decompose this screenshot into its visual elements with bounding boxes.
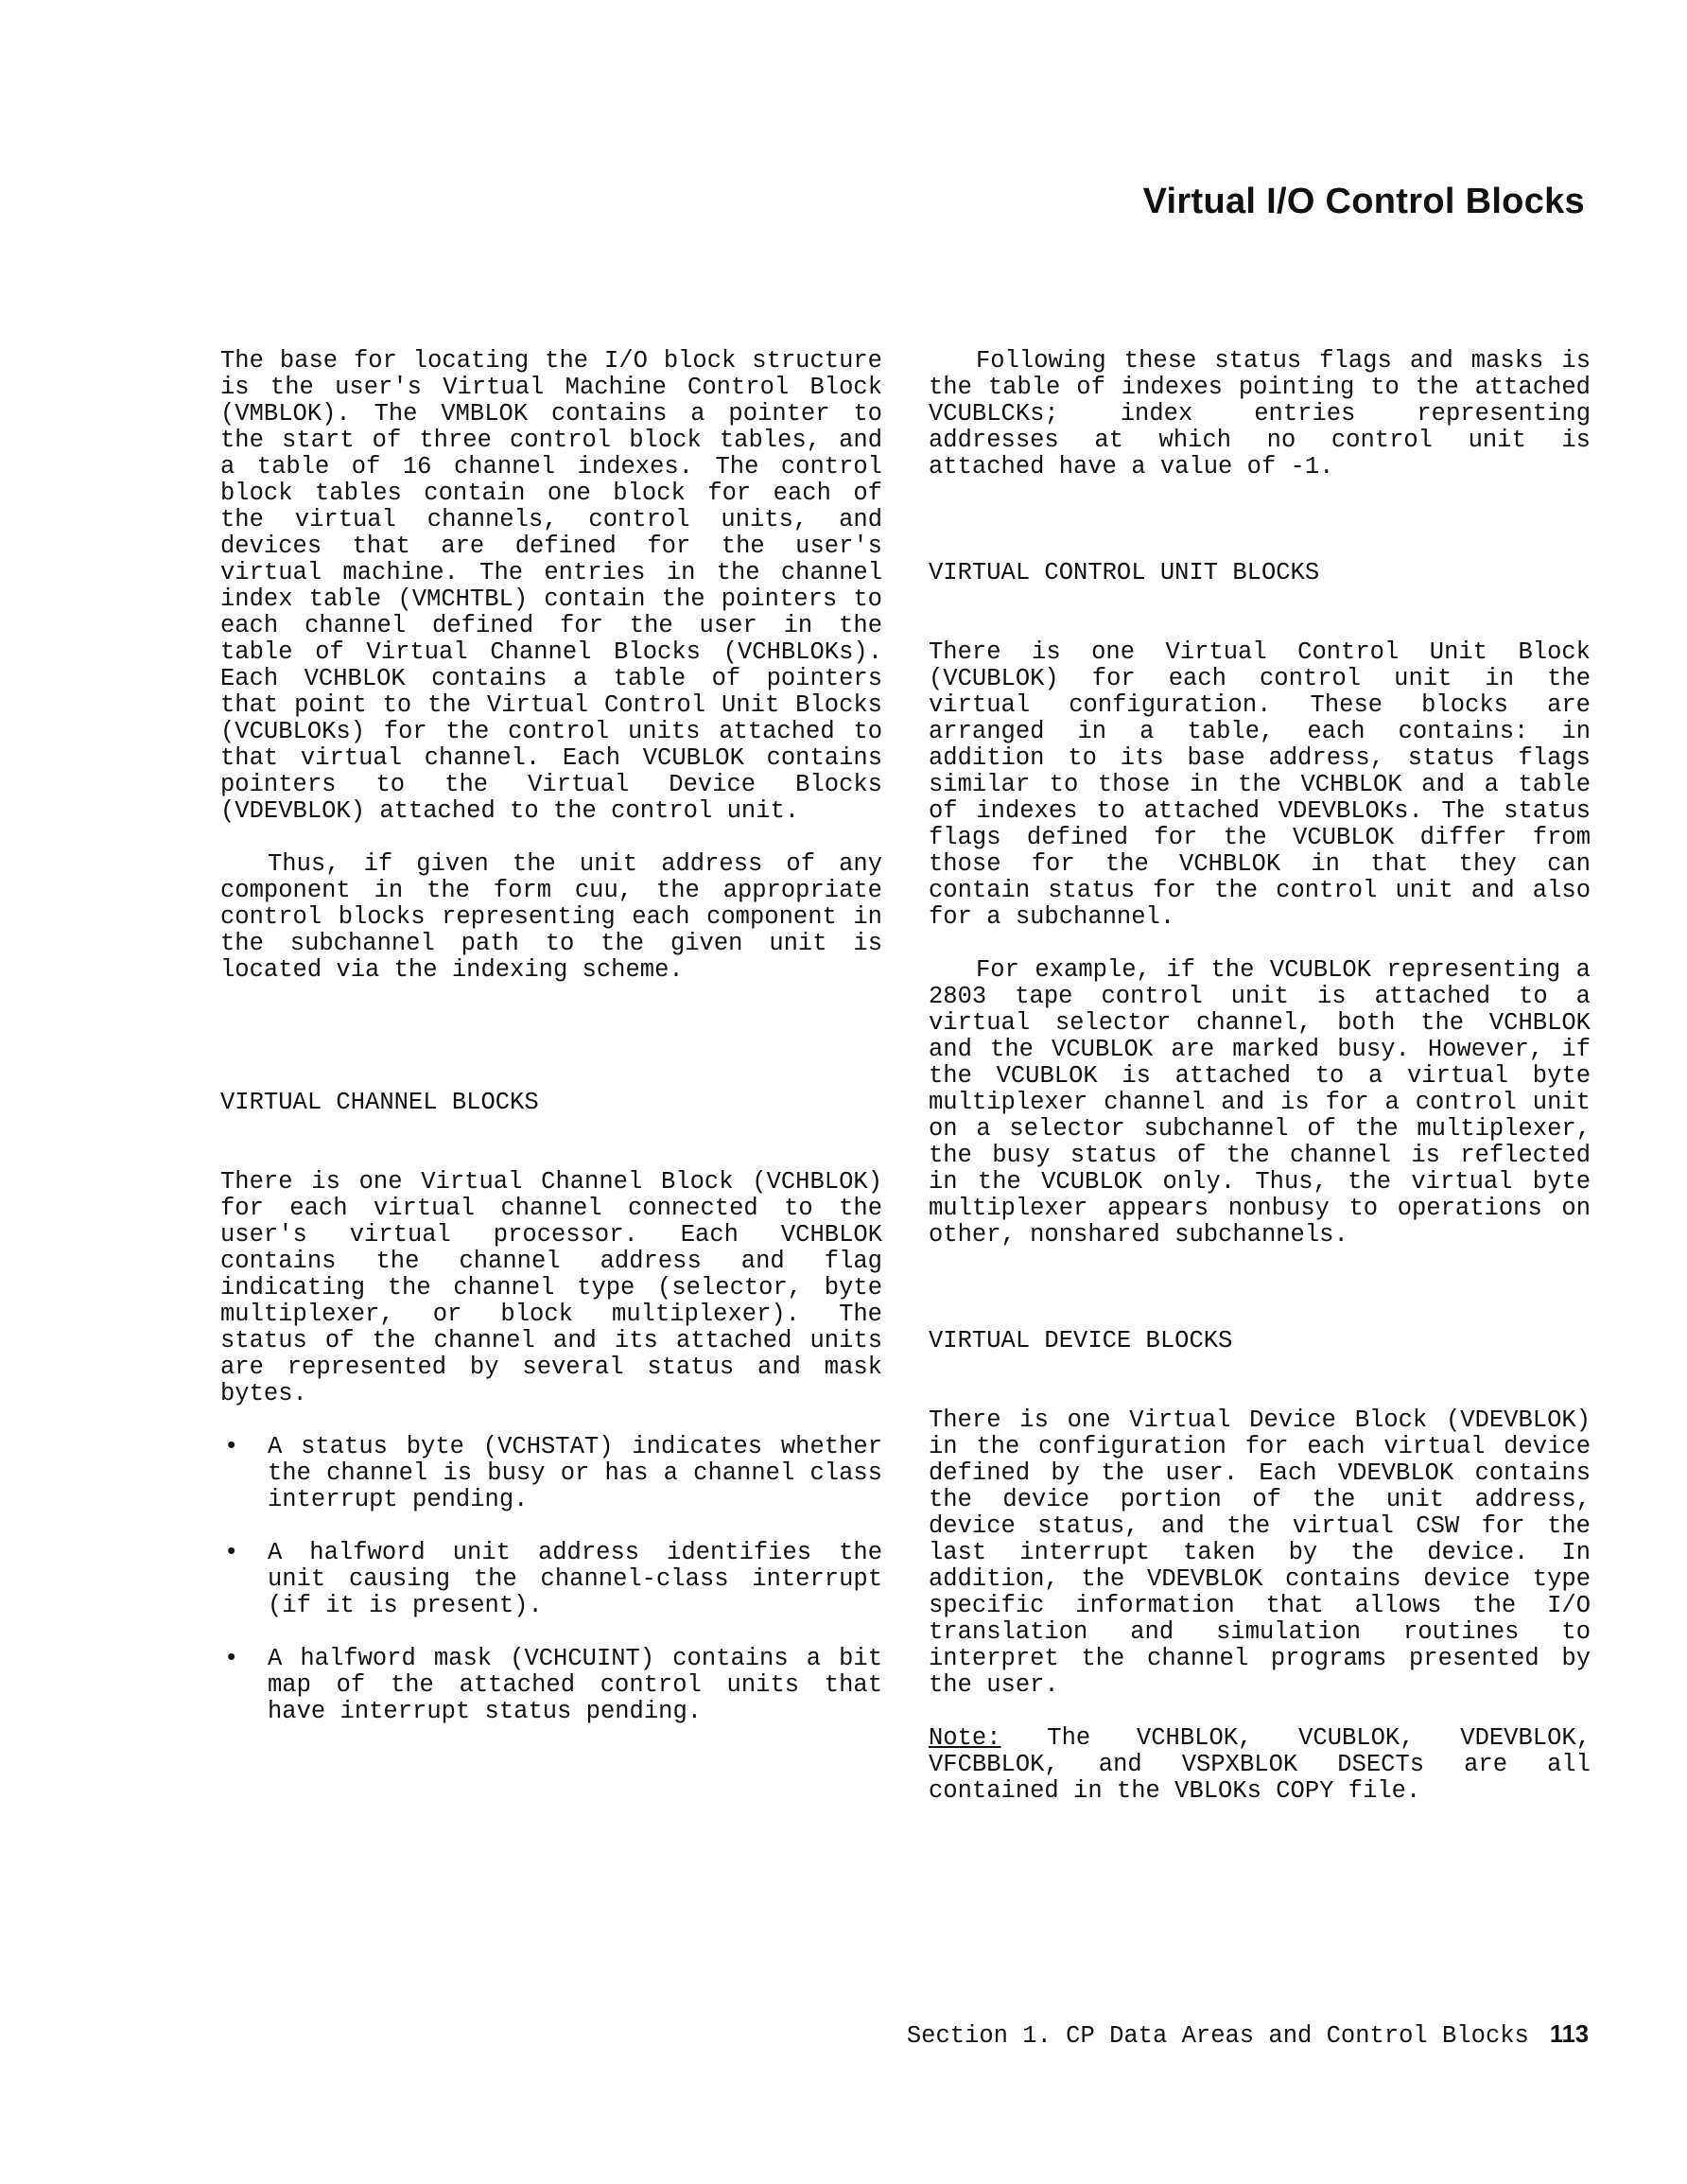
spacer (220, 1010, 882, 1090)
spacer (929, 1354, 1591, 1407)
note-label: Note: (929, 1724, 1001, 1752)
spacer (220, 1116, 882, 1169)
spacer (929, 586, 1591, 639)
list-item-text: A halfword mask (VCHCUINT) contains a bit map of the attached control units that have interrupt status pending. (268, 1645, 882, 1725)
section-heading-control-unit-blocks: VIRTUAL CONTROL UNIT BLOCKS (929, 559, 1320, 586)
page-title: Virtual I/O Control Blocks (1142, 182, 1585, 221)
intro-paragraph: The base for locating the I/O block structure is the user's Virtual Machine Control Block (VMBLOK). The VMBLOK contains a pointer to the start of three control block tables, and a table of 16 channel indexes. The control block tables contain one block for each of the virtual channels, control units, and devices that are defined for the user's virtual machine. The entries in the channel index table (VMCHTBL) contain the pointers to each channel defined for the user in the table of Virtual Channel Blocks (VCHBLOKs). Each VCHBLOK contains a table of pointers that point to the Virtual Control Unit Blocks (VCUBLOKs) for the control units attached to that virtual channel. Each VCUBLOK contains pointers to the Virtual Device Blocks (VDEVBLOK) attached to the control unit. (220, 347, 882, 825)
right-column (929, 348, 1591, 1831)
note-paragraph (929, 1725, 1591, 1805)
channel-block-paragraph: There is one Virtual Channel Block (VCHBLOK) for each virtual channel connected to the user's virtual processor. Each VCHBLOK contains the channel address and flag indicating the channel type (selector, byte multiplexer, or block multiplexer). The status of the channel and its attached units are represented by several status and mask bytes. (220, 1168, 882, 1407)
list-item-text: A halfword unit address identifies the unit causing the channel-class interrupt (if it is present). (268, 1539, 882, 1619)
footer-section-title: Section 1. CP Data Areas and Control Blocks (906, 2022, 1529, 2050)
page-footer (907, 2021, 1589, 2050)
spacer (929, 1275, 1591, 1328)
list-item (220, 1646, 882, 1725)
note-text: The VCHBLOK, VCUBLOK, VDEVBLOK, VFCBBLOK, and VSPXBLOK DSECTs are all contained in the VBLOKs COPY file. (929, 1724, 1591, 1805)
section-heading-channel-blocks: VIRTUAL CHANNEL BLOCKS (220, 1089, 539, 1116)
list-item (220, 1434, 882, 1513)
control-unit-block-paragraph: There is one Virtual Control Unit Block (VCUBLOK) for each control unit in the virtual configuration. These blocks are arranged in a table, each contains: in addition to its base address, status flags similar to those in the VCHBLOK and a table of indexes to attached VDEVBLOKs. The status flags defined for the VCUBLOK differ from those for the VCHBLOK in that they can contain status for the control unit and also for a subchannel. (929, 638, 1591, 931)
bullet-icon: • (224, 1433, 239, 1460)
list-item-text: A status byte (VCHSTAT) indicates whether the channel is busy or has a channel class interrupt pending. (268, 1433, 882, 1513)
bullet-icon: • (224, 1539, 239, 1566)
indexing-paragraph: Thus, if given the unit address of any component in the form cuu, the appropriate control blocks representing each component in the subchannel path to the given unit is located via the indexing scheme. (220, 850, 882, 984)
device-block-paragraph: There is one Virtual Device Block (VDEVBLOK) in the configuration for each virtual device defined by the user. Each VDEVBLOK contains the device portion of the unit address, device status, and the virtual CSW for the last interrupt taken by the device. In addition, the VDEVBLOK contains device type specific information that allows the I/O translation and simulation routines to interpret the channel programs presented by the user. (929, 1406, 1591, 1699)
example-paragraph: For example, if the VCUBLOK representing a 2803 tape control unit is attached to a virtual selector channel, both the VCHBLOK and the VCUBLOK are marked busy. However, if the VCUBLOK is attached to a virtual byte multiplexer channel and is for a control unit on a selector subchannel of the multiplexer, the busy status of the channel is reflected in the VCUBLOK only. Thus, the virtual byte multiplexer appears nonbusy to operations on other, nonshared subchannels. (929, 956, 1591, 1249)
page-number: 113 (1549, 2021, 1589, 2048)
list-item (220, 1540, 882, 1619)
spacer (929, 507, 1591, 560)
section-heading-device-blocks: VIRTUAL DEVICE BLOCKS (929, 1327, 1233, 1354)
status-bullet-list (220, 1434, 882, 1725)
index-table-paragraph: Following these status flags and masks is the table of indexes pointing to the attached VCUBLCKs; index entries representing addresses at which no control unit is attached have a value of -1. (929, 347, 1591, 480)
bullet-icon: • (224, 1645, 239, 1672)
left-column (220, 348, 882, 1752)
